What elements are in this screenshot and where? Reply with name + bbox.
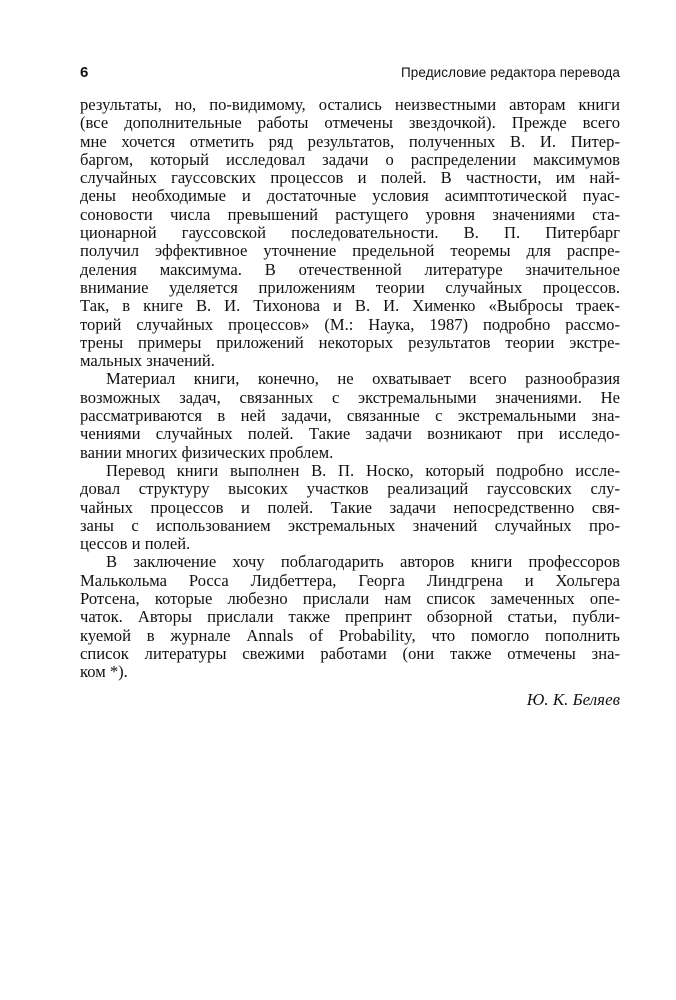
text-line: ком *). — [80, 662, 128, 682]
text-line: внимание уделяется приложениям теории случайных процессов. — [80, 277, 620, 297]
text-line: куемой в журнале Annals of Probability, что помогло пополнить — [80, 625, 620, 645]
text-line: Ротсена, которые любезно прислали нам список замеченных опе- — [80, 589, 620, 609]
page-number: 6 — [80, 64, 89, 81]
text-line: мальных значений. — [80, 351, 215, 371]
text-line: чениями случайных полей. Такие задачи возникают при исследо- — [80, 424, 620, 444]
paragraph — [80, 462, 620, 553]
running-head: Предисловие редактора перевода — [400, 65, 620, 80]
text-line: деления максимума. В отечественной литературе значительное — [80, 259, 620, 279]
text-line: баргом, который исследовал задачи о распределении максимумов — [80, 149, 620, 169]
text-line: список литературы свежими работами (они также отмечены зна- — [80, 643, 620, 663]
text-line: трены примеры приложений некоторых результатов теории экстре- — [80, 332, 620, 352]
paragraph — [80, 553, 620, 681]
text-line: соновости числа превышений растущего уровня значениями ста- — [80, 204, 620, 224]
text-line: торий случайных процессов» (М.: Наука, 1987) подробно рассмо- — [80, 314, 620, 334]
text-line: ционарной гауссовской последовательности. В. П. Питербарг — [80, 223, 620, 243]
text-line: случайных гауссовских процессов и полей. В частности, им най- — [80, 168, 620, 188]
text-line: Перевод книги выполнен В. П. Носко, который подробно иссле- — [106, 460, 620, 480]
text-line: цессов и полей. — [80, 534, 191, 554]
text-line: мне хочется отметить ряд результатов, полученных В. И. Питер- — [80, 131, 620, 151]
text-line: (все дополнительные работы отмечены звездочкой). Прежде всего — [80, 113, 620, 133]
text-line: В заключение хочу поблагодарить авторов книги профессоров — [106, 552, 620, 572]
paragraph — [80, 96, 620, 370]
text-line: чаток. Авторы прислали также препринт обзорной статьи, публи- — [80, 607, 620, 627]
text-line: вании многих физических проблем. — [80, 442, 334, 462]
text-line: возможных задач, связанных с экстремальными значениями. Не — [80, 387, 620, 407]
text-line: дены необходимые и достаточные условия асимптотической пуас- — [80, 186, 620, 206]
text-line: чайных процессов и полей. Такие задачи непосредственно свя- — [80, 497, 620, 517]
text-line: рассматриваются в ней задачи, связанные с экстремальными зна- — [80, 406, 620, 426]
paragraph — [80, 370, 620, 461]
signature: Ю. К. Беляев — [526, 690, 620, 709]
text-line: результаты, но, по-видимому, остались неизвестными авторам книги — [80, 95, 620, 114]
text-line: Так, в книге В. И. Тихонова и В. И. Хименко «Выбросы траек- — [80, 296, 620, 316]
text-line: заны с использованием экстремальных значений случайных про- — [80, 515, 620, 535]
text-line: получил эффективное уточнение предельной теоремы для распре- — [80, 241, 620, 261]
text-line: Материал книги, конечно, не охватывает всего разнообразия — [106, 369, 620, 389]
page-header — [80, 64, 620, 84]
text-line: Малькольма Росса Лидбеттера, Георга Линдгрена и Хольгера — [80, 570, 620, 590]
body-text — [80, 96, 620, 682]
text-line: довал структуру высоких участков реализаций гауссовских слу- — [80, 479, 620, 499]
